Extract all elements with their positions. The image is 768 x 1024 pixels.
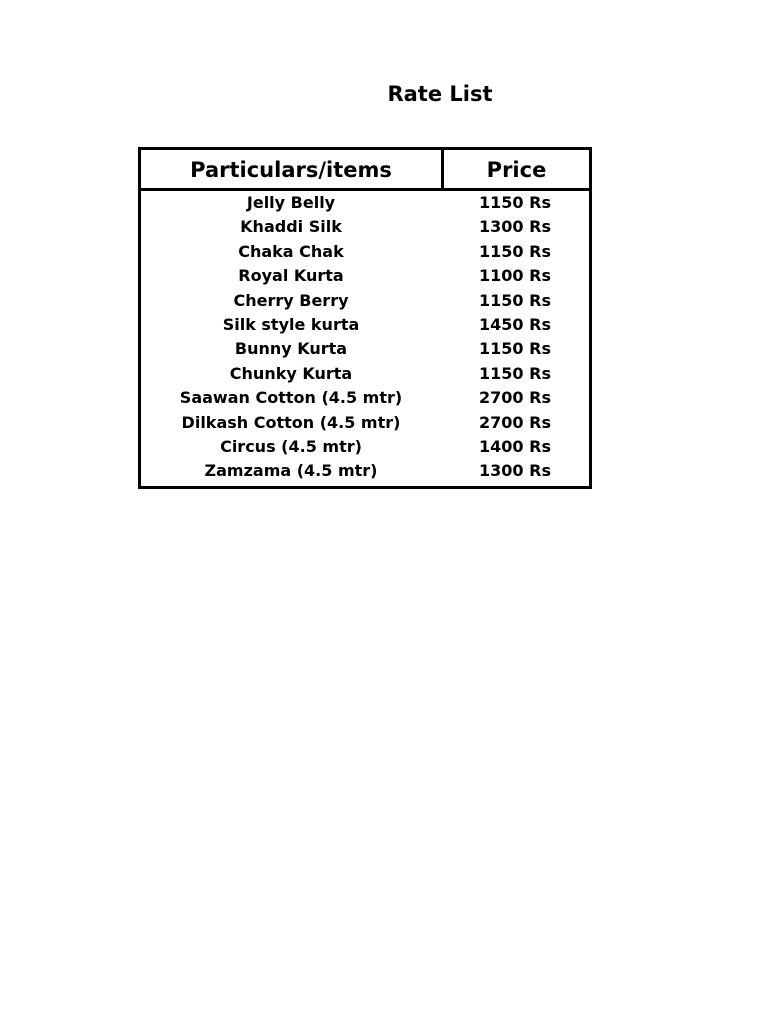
table-row [141,362,589,386]
table-body [141,191,589,486]
table-row [141,264,589,288]
item-cell: Chaka Chak [238,241,344,261]
rate-table [138,147,592,489]
price-cell: 1150 Rs [479,339,551,359]
title-container [340,84,540,104]
price-cell: 1450 Rs [479,314,551,334]
table-header [141,150,589,191]
item-cell: Royal Kurta [238,266,344,286]
item-cell: Dilkash Cotton (4.5 mtr) [181,412,401,432]
table-row [141,289,589,313]
price-cell: 1300 Rs [479,461,551,481]
page-title: Rate List [387,84,493,104]
item-cell: Circus (4.5 mtr) [220,436,362,456]
item-cell: Saawan Cotton (4.5 mtr) [179,388,403,408]
table-row [141,240,589,264]
table-row [141,215,589,239]
price-cell: 1400 Rs [479,436,551,456]
price-cell: 2700 Rs [479,412,551,432]
price-cell: 1150 Rs [479,363,551,383]
table-row [141,411,589,435]
table-row [141,459,589,483]
table-row [141,313,589,337]
item-cell: Khaddi Silk [240,217,342,237]
item-cell: Silk style kurta [222,314,360,334]
item-cell: Cherry Berry [233,290,349,310]
table-row [141,337,589,361]
column-header-price: Price [486,158,547,182]
item-cell: Zamzama (4.5 mtr) [204,461,378,481]
price-cell: 1100 Rs [479,266,551,286]
price-cell: 1150 Rs [479,290,551,310]
price-cell: 1300 Rs [479,217,551,237]
item-cell: Chunky Kurta [229,363,353,383]
item-cell: Jelly Belly [246,193,336,212]
price-cell: 1150 Rs [479,241,551,261]
item-cell: Bunny Kurta [234,339,348,359]
price-cell: 2700 Rs [479,388,551,408]
table-row [141,191,589,215]
table-row [141,386,589,410]
price-cell: 1150 Rs [479,193,551,212]
table-row [141,435,589,459]
column-header-items: Particulars/items [141,150,444,188]
